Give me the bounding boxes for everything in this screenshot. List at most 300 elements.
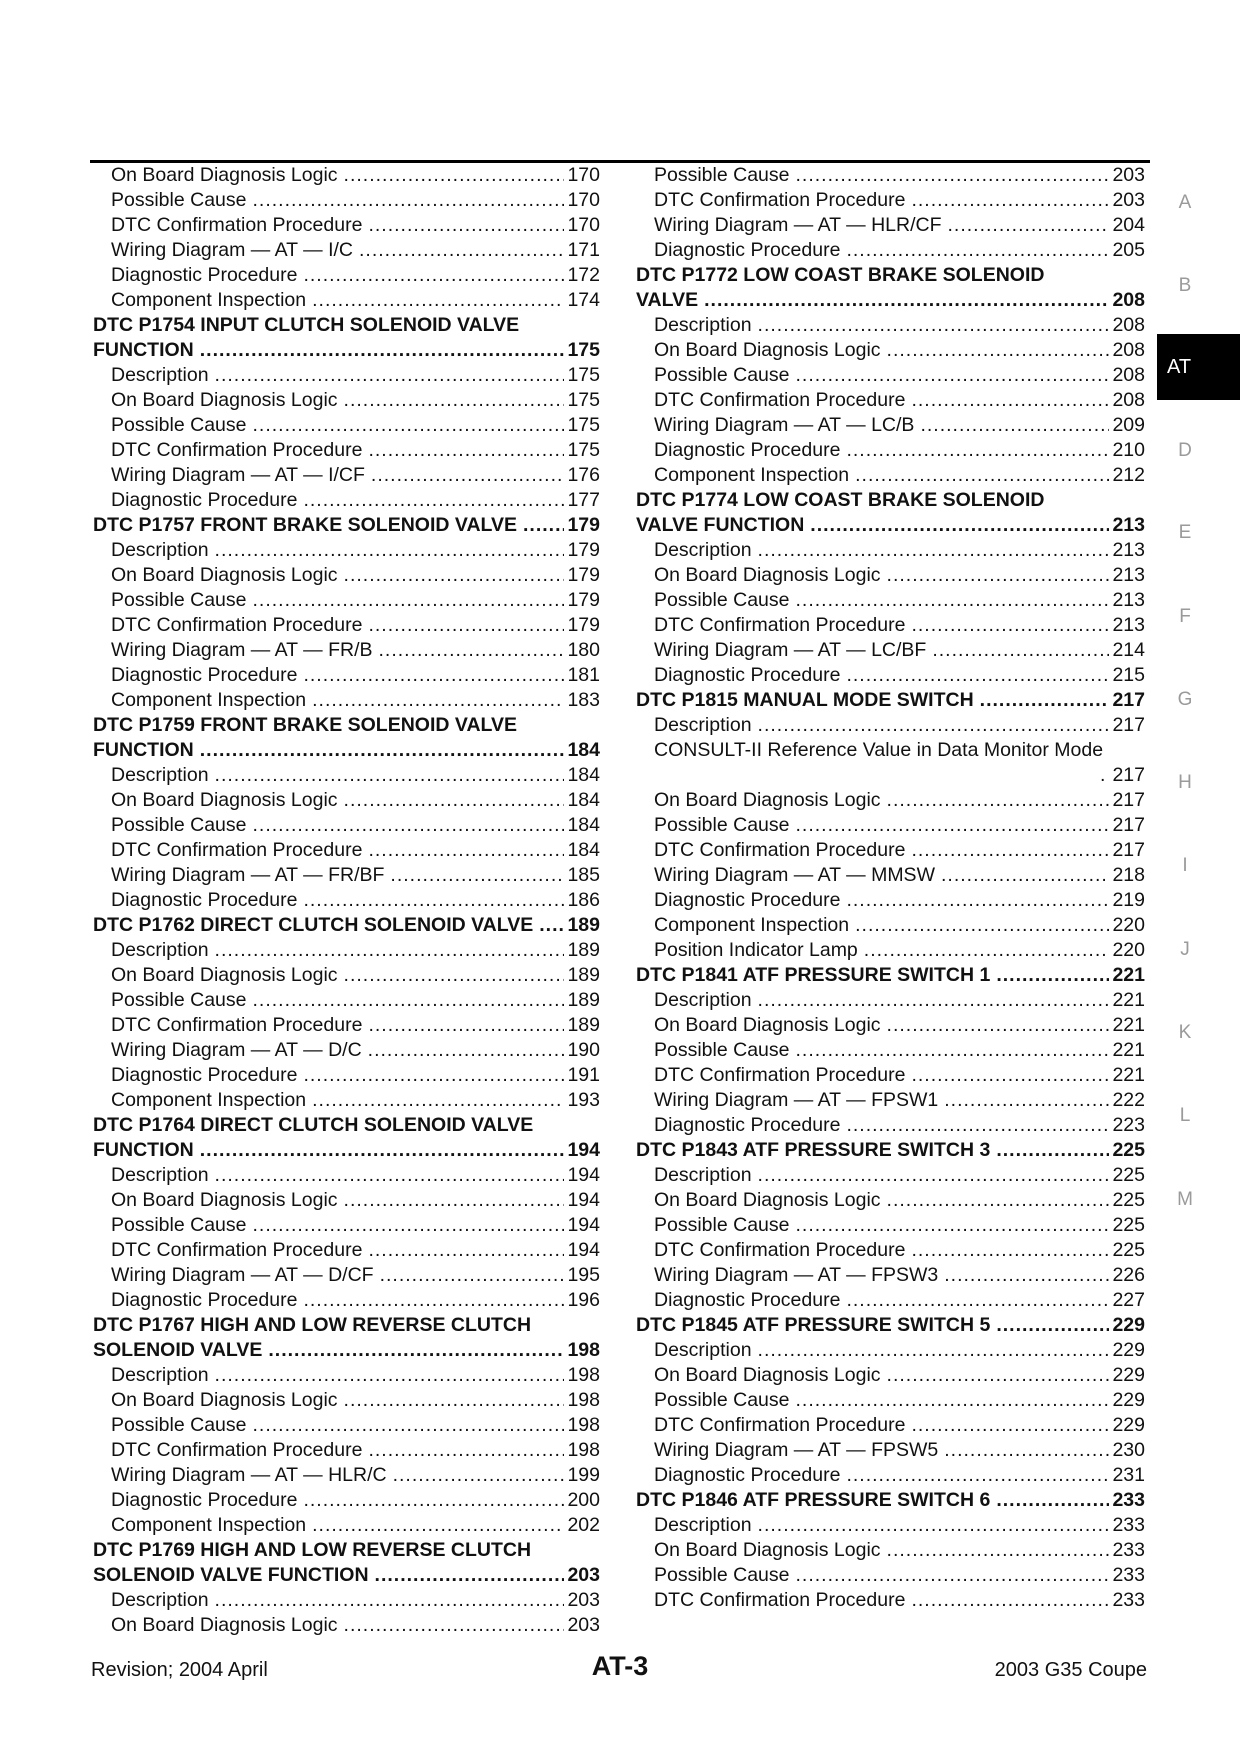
- toc-page-number: 172: [567, 264, 600, 286]
- toc-entry[interactable]: [93, 463, 600, 488]
- toc-entry[interactable]: [636, 1288, 1145, 1313]
- dot-leader: [796, 1388, 1110, 1413]
- toc-entry[interactable]: [636, 838, 1145, 863]
- section-index: [1155, 0, 1215, 1755]
- toc-entry[interactable]: [93, 263, 600, 288]
- dot-leader: [344, 563, 565, 588]
- toc-entry[interactable]: [636, 363, 1145, 388]
- toc-section-heading[interactable]: [636, 1488, 1145, 1513]
- dot-leader: [887, 1363, 1110, 1388]
- toc-entry-title: Diagnostic Procedure: [654, 239, 841, 261]
- dot-leader: [253, 1213, 565, 1238]
- toc-section-heading[interactable]: [636, 488, 1145, 513]
- toc-page-number: 203: [567, 1589, 600, 1611]
- dot-leader: [980, 688, 1110, 713]
- toc-page-number: 194: [567, 1214, 600, 1236]
- toc-entry[interactable]: [636, 813, 1145, 838]
- dot-leader: [911, 1063, 1109, 1088]
- dot-leader: [268, 1338, 564, 1363]
- toc-page-number: 179: [567, 514, 600, 536]
- section-index-letter[interactable]: F: [1179, 606, 1191, 627]
- toc-entry[interactable]: [93, 213, 600, 238]
- toc-entry[interactable]: [636, 313, 1145, 338]
- toc-page-number: 221: [1112, 989, 1145, 1011]
- section-index-letter[interactable]: H: [1178, 772, 1192, 793]
- section-index-letter[interactable]: M: [1177, 1189, 1193, 1210]
- toc-page-number: 229: [1112, 1389, 1145, 1411]
- toc-entry-title: DTC Confirmation Procedure: [654, 1064, 906, 1086]
- toc-entry[interactable]: [636, 1038, 1145, 1063]
- toc-section-heading[interactable]: [93, 713, 600, 738]
- toc-page-number: 208: [1112, 364, 1145, 386]
- toc-entry-title: Description: [111, 764, 209, 786]
- toc-entry[interactable]: [93, 188, 600, 213]
- dot-leader: [796, 1213, 1110, 1238]
- toc-page-number: 222: [1112, 1089, 1145, 1111]
- toc-entry[interactable]: [93, 813, 600, 838]
- toc-entry[interactable]: [636, 438, 1145, 463]
- toc-entry-title: Possible Cause: [654, 589, 790, 611]
- toc-entry[interactable]: [93, 688, 600, 713]
- toc-entry[interactable]: [93, 938, 600, 963]
- section-index-letter[interactable]: G: [1177, 689, 1193, 710]
- toc-entry[interactable]: [93, 488, 600, 513]
- dot-leader: [846, 438, 1109, 463]
- toc-entry[interactable]: [636, 1513, 1145, 1538]
- dot-leader: [887, 338, 1110, 363]
- toc-section-heading[interactable]: [93, 913, 600, 938]
- toc-entry[interactable]: [636, 1538, 1145, 1563]
- section-index-letter[interactable]: J: [1180, 939, 1190, 960]
- toc-page-number: 231: [1112, 1464, 1145, 1486]
- toc-entry-title: Wiring Diagram — AT — FR/B: [111, 639, 373, 661]
- toc-column-right: [636, 163, 1145, 1613]
- dot-leader: [379, 638, 565, 663]
- section-index-letter[interactable]: B: [1178, 275, 1192, 296]
- toc-entry[interactable]: [636, 663, 1145, 688]
- toc-entry[interactable]: [93, 1063, 600, 1088]
- toc-entry-title: Diagnostic Procedure: [654, 1289, 841, 1311]
- toc-entry-title: VALVE FUNCTION: [636, 514, 805, 536]
- toc-entry[interactable]: [93, 1163, 600, 1188]
- toc-entry-title: Possible Cause: [654, 1564, 790, 1586]
- toc-page-number: 170: [567, 189, 600, 211]
- toc-entry[interactable]: [636, 1263, 1145, 1288]
- toc-entry-title: DTC P1815 MANUAL MODE SWITCH: [636, 689, 974, 711]
- toc-entry[interactable]: [636, 563, 1145, 588]
- toc-entry-title: DTC P1772 LOW COAST BRAKE SOLENOID: [636, 264, 1045, 286]
- toc-entry-title: Possible Cause: [654, 814, 790, 836]
- toc-entry[interactable]: [93, 238, 600, 263]
- dot-leader: [887, 1538, 1110, 1563]
- toc-entry[interactable]: [93, 1488, 600, 1513]
- toc-entry[interactable]: [636, 538, 1145, 563]
- toc-page-number: 200: [567, 1489, 600, 1511]
- toc-entry-title: On Board Diagnosis Logic: [654, 564, 881, 586]
- toc-page-number: 215: [1112, 664, 1145, 686]
- toc-section-heading[interactable]: [636, 1313, 1145, 1338]
- toc-entry-title: Possible Cause: [654, 1039, 790, 1061]
- toc-entry[interactable]: [636, 788, 1145, 813]
- toc-entry-title: Possible Cause: [654, 364, 790, 386]
- dot-leader: [887, 563, 1110, 588]
- toc-entry[interactable]: [636, 988, 1145, 1013]
- toc-section-heading[interactable]: [636, 513, 1145, 538]
- toc-entry-title: Wiring Diagram — AT — HLR/C: [111, 1464, 387, 1486]
- toc-section-heading[interactable]: [636, 963, 1145, 988]
- dot-leader: [810, 513, 1109, 538]
- toc-entry[interactable]: [636, 1563, 1145, 1588]
- toc-entry-title: DTC P1762 DIRECT CLUTCH SOLENOID VALVE: [93, 914, 534, 936]
- dot-leader: [393, 1463, 565, 1488]
- toc-entry-title: DTC P1764 DIRECT CLUTCH SOLENOID VALVE: [93, 1114, 534, 1136]
- toc-entry[interactable]: [93, 288, 600, 313]
- dot-leader: [704, 288, 1109, 313]
- dot-leader: [390, 863, 564, 888]
- toc-section-heading[interactable]: [93, 513, 600, 538]
- toc-entry[interactable]: [636, 413, 1145, 438]
- toc-entry[interactable]: [93, 388, 600, 413]
- toc-page-number: 209: [1112, 414, 1145, 436]
- toc-entry[interactable]: [93, 438, 600, 463]
- toc-entry[interactable]: [93, 838, 600, 863]
- toc-entry[interactable]: [636, 163, 1145, 188]
- toc-entry[interactable]: [93, 1088, 600, 1113]
- toc-page-number: 175: [567, 364, 600, 386]
- toc-page-number: 196: [567, 1289, 600, 1311]
- dot-leader: [855, 913, 1109, 938]
- dot-leader: [380, 1263, 565, 1288]
- toc-section-heading[interactable]: [636, 288, 1145, 313]
- toc-entry[interactable]: [93, 863, 600, 888]
- toc-entry-title: FUNCTION: [93, 339, 194, 361]
- dot-leader: [368, 1238, 564, 1263]
- toc-entry[interactable]: [93, 613, 600, 638]
- toc-page-number: 221: [1112, 1064, 1145, 1086]
- toc-page-number: 203: [1112, 189, 1145, 211]
- toc-entry[interactable]: [93, 1438, 600, 1463]
- toc-entry-title: Wiring Diagram — AT — MMSW: [654, 864, 935, 886]
- section-index-letter[interactable]: I: [1182, 855, 1188, 876]
- toc-entry[interactable]: [93, 1363, 600, 1388]
- toc-entry-title: DTC Confirmation Procedure: [654, 389, 906, 411]
- dot-leader: [920, 413, 1109, 438]
- toc-page-number: 208: [1112, 339, 1145, 361]
- toc-entry-title: Wiring Diagram — AT — I/C: [111, 239, 353, 261]
- toc-entry[interactable]: [636, 463, 1145, 488]
- toc-page-number: 213: [1112, 614, 1145, 636]
- toc-entry[interactable]: [93, 563, 600, 588]
- toc-entry[interactable]: [93, 538, 600, 563]
- toc-page-number: 189: [567, 939, 600, 961]
- toc-entry[interactable]: [636, 1438, 1145, 1463]
- toc-entry-title: On Board Diagnosis Logic: [654, 1364, 881, 1386]
- toc-page-number: 221: [1112, 964, 1145, 986]
- toc-column-left: [93, 163, 600, 1638]
- toc-entry[interactable]: [93, 963, 600, 988]
- toc-page-number: 230: [1112, 1439, 1145, 1461]
- toc-entry[interactable]: [636, 863, 1145, 888]
- toc-entry[interactable]: [93, 413, 600, 438]
- toc-entry[interactable]: [93, 788, 600, 813]
- dot-leader: [846, 1113, 1109, 1138]
- toc-entry[interactable]: [93, 163, 600, 188]
- toc-entry-title: Diagnostic Procedure: [111, 489, 298, 511]
- dot-leader: [253, 813, 565, 838]
- toc-page-number: 220: [1112, 914, 1145, 936]
- footer-model: 2003 G35 Coupe: [994, 1659, 1147, 1681]
- dot-leader: [215, 763, 565, 788]
- toc-entry-title: FUNCTION: [93, 739, 194, 761]
- toc-section-heading[interactable]: [93, 1313, 600, 1338]
- toc-entry-title: On Board Diagnosis Logic: [111, 389, 338, 411]
- toc-entry-title: Diagnostic Procedure: [654, 1114, 841, 1136]
- toc-entry[interactable]: [636, 1188, 1145, 1213]
- toc-page-number: 225: [1112, 1164, 1145, 1186]
- toc-page-number: 229: [1112, 1414, 1145, 1436]
- toc-entry-title: DTC Confirmation Procedure: [111, 839, 363, 861]
- toc-entry[interactable]: [93, 1038, 600, 1063]
- toc-entry[interactable]: [636, 1338, 1145, 1363]
- toc-entry-title: DTC Confirmation Procedure: [111, 1439, 363, 1461]
- toc-entry[interactable]: [636, 613, 1145, 638]
- toc-entry[interactable]: [636, 1163, 1145, 1188]
- toc-page-number: 175: [567, 414, 600, 436]
- dot-leader: [887, 1188, 1110, 1213]
- toc-entry-title: Wiring Diagram — AT — FR/BF: [111, 864, 385, 886]
- dot-leader: [215, 1363, 565, 1388]
- toc-entry[interactable]: [636, 713, 1145, 738]
- toc-entry-title: Wiring Diagram — AT — D/C: [111, 1039, 362, 1061]
- dot-leader: [539, 913, 564, 938]
- toc-page-number: 179: [567, 614, 600, 636]
- toc-entry[interactable]: [636, 213, 1145, 238]
- dot-leader: [523, 513, 564, 538]
- dot-leader: [368, 1438, 564, 1463]
- dot-leader: [948, 213, 1110, 238]
- section-tab-active[interactable]: AT: [1157, 334, 1240, 400]
- toc-section-heading[interactable]: [93, 1113, 600, 1138]
- toc-page-number: 213: [1112, 564, 1145, 586]
- toc-page-number: 183: [567, 689, 600, 711]
- toc-entry[interactable]: [636, 1463, 1145, 1488]
- toc-entry[interactable]: [636, 338, 1145, 363]
- toc-entry-title: Wiring Diagram — AT — LC/BF: [654, 639, 927, 661]
- toc-section-heading[interactable]: [93, 738, 600, 763]
- toc-entry[interactable]: [93, 988, 600, 1013]
- dot-leader: [1100, 763, 1106, 788]
- toc-page-number: 221: [1112, 1039, 1145, 1061]
- dot-leader: [253, 588, 565, 613]
- section-index-letter[interactable]: E: [1178, 522, 1192, 543]
- dot-leader: [796, 1563, 1110, 1588]
- footer-revision: Revision; 2004 April: [91, 1659, 268, 1681]
- toc-page-number: 208: [1112, 389, 1145, 411]
- toc-entry[interactable]: [636, 913, 1145, 938]
- toc-page-number: 184: [567, 814, 600, 836]
- toc-page-number: 229: [1112, 1339, 1145, 1361]
- dot-leader: [344, 963, 565, 988]
- toc-entry[interactable]: [636, 1013, 1145, 1038]
- toc-entry-title: Possible Cause: [111, 589, 247, 611]
- dot-leader: [796, 163, 1110, 188]
- toc-entry-title: DTC Confirmation Procedure: [654, 189, 906, 211]
- toc-entry-title: Possible Cause: [111, 989, 247, 1011]
- toc-page-number: 181: [567, 664, 600, 686]
- toc-section-heading[interactable]: [93, 313, 600, 338]
- toc-entry-title: DTC Confirmation Procedure: [111, 439, 363, 461]
- toc-entry[interactable]: [93, 888, 600, 913]
- toc-entry[interactable]: [636, 938, 1145, 963]
- toc-entry-title: On Board Diagnosis Logic: [111, 164, 338, 186]
- dot-leader: [303, 1488, 564, 1513]
- section-index-letter[interactable]: K: [1178, 1022, 1192, 1043]
- toc-section-heading[interactable]: [93, 1538, 600, 1563]
- toc-entry-title: Description: [654, 1164, 752, 1186]
- toc-entry[interactable]: [93, 1013, 600, 1038]
- dot-leader: [911, 388, 1109, 413]
- toc-entry-title: DTC Confirmation Procedure: [111, 1239, 363, 1261]
- dot-leader: [941, 863, 1109, 888]
- toc-entry[interactable]: [636, 1238, 1145, 1263]
- toc-entry[interactable]: [636, 1363, 1145, 1388]
- toc-entry-title: Wiring Diagram — AT — FPSW1: [654, 1089, 939, 1111]
- toc-entry-title: Description: [654, 1514, 752, 1536]
- toc-page-number: 217: [1112, 839, 1145, 861]
- toc-page-number: 175: [567, 439, 600, 461]
- toc-entry[interactable]: [93, 1288, 600, 1313]
- toc-entry[interactable]: [93, 1213, 600, 1238]
- toc-entry[interactable]: [93, 663, 600, 688]
- toc-entry[interactable]: [93, 1588, 600, 1613]
- toc-entry-title: DTC Confirmation Procedure: [111, 614, 363, 636]
- toc-entry-title: Description: [654, 714, 752, 736]
- toc-entry[interactable]: [93, 1413, 600, 1438]
- toc-entry-title: DTC P1841 ATF PRESSURE SWITCH 1: [636, 964, 991, 986]
- toc-page-number: 203: [1112, 164, 1145, 186]
- toc-page-number: 194: [567, 1239, 600, 1261]
- dot-leader: [911, 1238, 1109, 1263]
- toc-entry-title: Possible Cause: [654, 1389, 790, 1411]
- dot-leader: [758, 988, 1110, 1013]
- toc-section-heading[interactable]: [93, 1338, 600, 1363]
- toc-page-number: 225: [1112, 1239, 1145, 1261]
- toc-entry-title: Wiring Diagram — AT — LC/B: [654, 414, 915, 436]
- toc-entry[interactable]: [636, 1063, 1145, 1088]
- dot-leader: [846, 663, 1109, 688]
- toc-entry[interactable]: [93, 1388, 600, 1413]
- toc-entry-title: Diagnostic Procedure: [111, 889, 298, 911]
- section-index-letter[interactable]: A: [1178, 192, 1192, 213]
- toc-entry-title: DTC Confirmation Procedure: [654, 614, 906, 636]
- toc-entry-title: On Board Diagnosis Logic: [111, 789, 338, 811]
- dot-leader: [864, 938, 1110, 963]
- toc-entry[interactable]: [93, 363, 600, 388]
- toc-section-heading[interactable]: [636, 1138, 1145, 1163]
- dot-leader: [758, 1338, 1110, 1363]
- toc-entry[interactable]: [636, 1413, 1145, 1438]
- toc-entry-continuation[interactable]: [636, 763, 1145, 788]
- toc-page-number: 213: [1112, 589, 1145, 611]
- toc-entry[interactable]: [636, 588, 1145, 613]
- toc-entry-title: CONSULT-II Reference Value in Data Monitor Mode: [654, 739, 1104, 761]
- toc-entry[interactable]: [636, 1588, 1145, 1613]
- toc-section-heading[interactable]: [93, 1563, 600, 1588]
- dot-leader: [846, 1463, 1109, 1488]
- toc-section-heading[interactable]: [636, 688, 1145, 713]
- toc-section-heading[interactable]: [93, 338, 600, 363]
- toc-entry[interactable]: [636, 1113, 1145, 1138]
- dot-leader: [303, 263, 564, 288]
- toc-entry[interactable]: [636, 638, 1145, 663]
- toc-entry[interactable]: [636, 888, 1145, 913]
- toc-entry-title: Position Indicator Lamp: [654, 939, 858, 961]
- toc-page-number: 189: [567, 1014, 600, 1036]
- toc-entry[interactable]: [636, 1213, 1145, 1238]
- toc-entry-title: Wiring Diagram — AT — D/CF: [111, 1264, 374, 1286]
- toc-entry[interactable]: [93, 1263, 600, 1288]
- toc-entry[interactable]: [93, 1463, 600, 1488]
- toc-page-number: 184: [567, 839, 600, 861]
- toc-entry-title: Wiring Diagram — AT — HLR/CF: [654, 214, 942, 236]
- dot-leader: [375, 1563, 565, 1588]
- toc-entry[interactable]: [93, 1238, 600, 1263]
- dot-leader: [368, 213, 564, 238]
- toc-entry-title: DTC P1845 ATF PRESSURE SWITCH 5: [636, 1314, 991, 1336]
- toc-page-number: 217: [1112, 789, 1145, 811]
- dot-leader: [312, 688, 564, 713]
- dot-leader: [996, 963, 1109, 988]
- toc-section-heading[interactable]: [636, 263, 1145, 288]
- toc-entry[interactable]: [636, 1388, 1145, 1413]
- toc-entry[interactable]: [636, 188, 1145, 213]
- toc-page-number: 184: [567, 739, 600, 761]
- toc-entry[interactable]: [636, 388, 1145, 413]
- dot-leader: [796, 813, 1110, 838]
- toc-entry[interactable]: [636, 1088, 1145, 1113]
- toc-entry[interactable]: [93, 638, 600, 663]
- toc-page-number: 204: [1112, 214, 1145, 236]
- toc-entry[interactable]: [636, 238, 1145, 263]
- toc-entry-title: Component Inspection: [654, 464, 850, 486]
- toc-entry[interactable]: [93, 1188, 600, 1213]
- toc-entry-title: Possible Cause: [654, 1214, 790, 1236]
- toc-entry-title: On Board Diagnosis Logic: [111, 1189, 338, 1211]
- section-index-letter[interactable]: L: [1179, 1105, 1191, 1126]
- toc-section-heading[interactable]: [93, 1138, 600, 1163]
- toc-page-number: 170: [567, 214, 600, 236]
- toc-entry[interactable]: [93, 588, 600, 613]
- toc-entry[interactable]: [93, 1613, 600, 1638]
- toc-page-number: 233: [1112, 1514, 1145, 1536]
- toc-entry-title: Description: [111, 364, 209, 386]
- toc-page-number: 217: [1112, 814, 1145, 836]
- toc-page-number: 233: [1112, 1539, 1145, 1561]
- section-index-letter[interactable]: D: [1178, 440, 1192, 461]
- dot-leader: [758, 1163, 1110, 1188]
- toc-page-number: 233: [1112, 1589, 1145, 1611]
- toc-entry[interactable]: [93, 1513, 600, 1538]
- toc-page-number: 208: [1112, 314, 1145, 336]
- toc-entry-title: Wiring Diagram — AT — FPSW5: [654, 1439, 939, 1461]
- toc-entry[interactable]: [636, 738, 1145, 763]
- toc-entry-title: DTC P1769 HIGH AND LOW REVERSE CLUTCH: [93, 1539, 532, 1561]
- toc-entry-title: Component Inspection: [111, 1089, 307, 1111]
- toc-page-number: 226: [1112, 1264, 1145, 1286]
- dot-leader: [344, 388, 565, 413]
- toc-page-number: 171: [567, 239, 600, 261]
- toc-entry[interactable]: [93, 763, 600, 788]
